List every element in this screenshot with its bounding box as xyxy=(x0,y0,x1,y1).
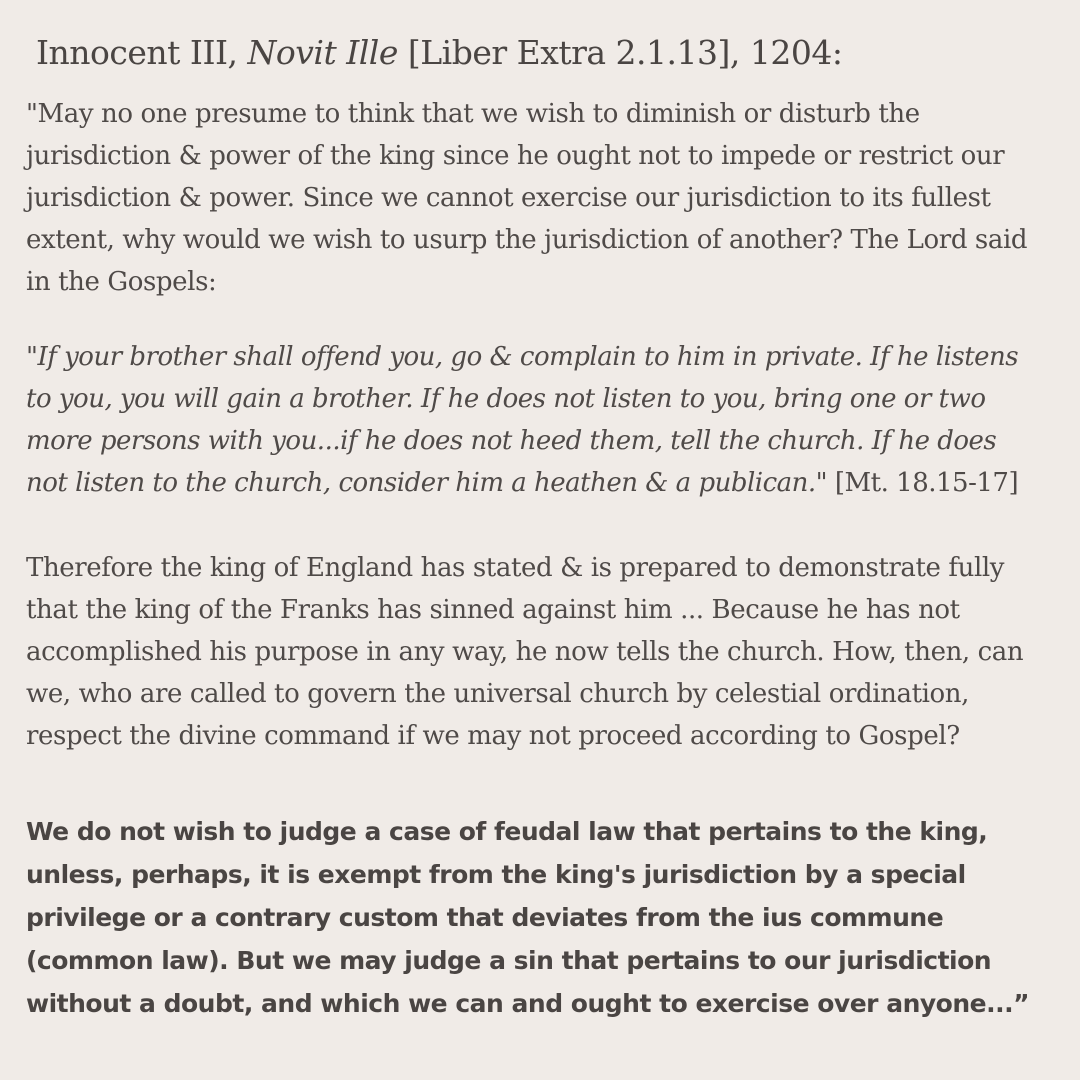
paragraph-line: We do not wish to judge a case of feudal law that pertains to the king, xyxy=(26,817,988,846)
quote-text: not listen to the church, consider him a heathen & a publican." xyxy=(26,468,828,498)
page-title xyxy=(36,28,842,78)
paragraph-line: "May no one presume to think that we wish to diminish or disturb the xyxy=(26,99,920,129)
opening-paragraph xyxy=(26,93,1056,303)
argument-paragraph xyxy=(26,547,1056,757)
scripture-citation: [Mt. 18.15-17] xyxy=(827,468,1019,498)
paragraph-line: without a doubt, and which we can and ought to exercise over anyone...” xyxy=(26,989,1030,1018)
title-suffix: [Liber Extra 2.1.13], 1204: xyxy=(397,33,843,72)
paragraph-line: extent, why would we wish to usurp the jurisdiction of another? The Lord said xyxy=(26,225,1028,255)
quote-line: "If your brother shall offend you, go & complain to him in private. If he listens xyxy=(26,342,1019,372)
quote-line: to you, you will gain a brother. If he does not listen to you, bring one or two xyxy=(26,384,986,414)
paragraph-line: we, who are called to govern the universal church by celestial ordination, xyxy=(26,679,970,709)
paragraph-line: Therefore the king of England has stated & is prepared to demonstrate fully xyxy=(26,553,1005,583)
paragraph-line: privilege or a contrary custom that deviates from the ius commune xyxy=(26,903,944,932)
title-work: Novit Ille xyxy=(247,33,398,72)
paragraph-line: unless, perhaps, it is exempt from the king's jurisdiction by a special xyxy=(26,860,966,889)
paragraph-line: jurisdiction & power of the king since he ought not to impede or restrict our xyxy=(26,141,1005,171)
title-prefix: Innocent III, xyxy=(36,33,248,72)
paragraph-line: in the Gospels: xyxy=(26,267,217,297)
gospel-quote xyxy=(26,336,1056,504)
paragraph-line: (common law). But we may judge a sin that pertains to our jurisdiction xyxy=(26,946,992,975)
paragraph-line: that the king of the Franks has sinned against him ... Because he has not xyxy=(26,595,960,625)
quote-line-last xyxy=(26,462,1056,504)
paragraph-line: respect the divine command if we may not proceed according to Gospel? xyxy=(26,721,960,751)
conclusion-paragraph xyxy=(26,810,1056,1025)
quote-line: more persons with you...if he does not heed them, tell the church. If he does xyxy=(26,426,997,456)
paragraph-line: jurisdiction & power. Since we cannot exercise our jurisdiction to its fullest xyxy=(26,183,991,213)
paragraph-line: accomplished his purpose in any way, he now tells the church. How, then, can xyxy=(26,637,1024,667)
